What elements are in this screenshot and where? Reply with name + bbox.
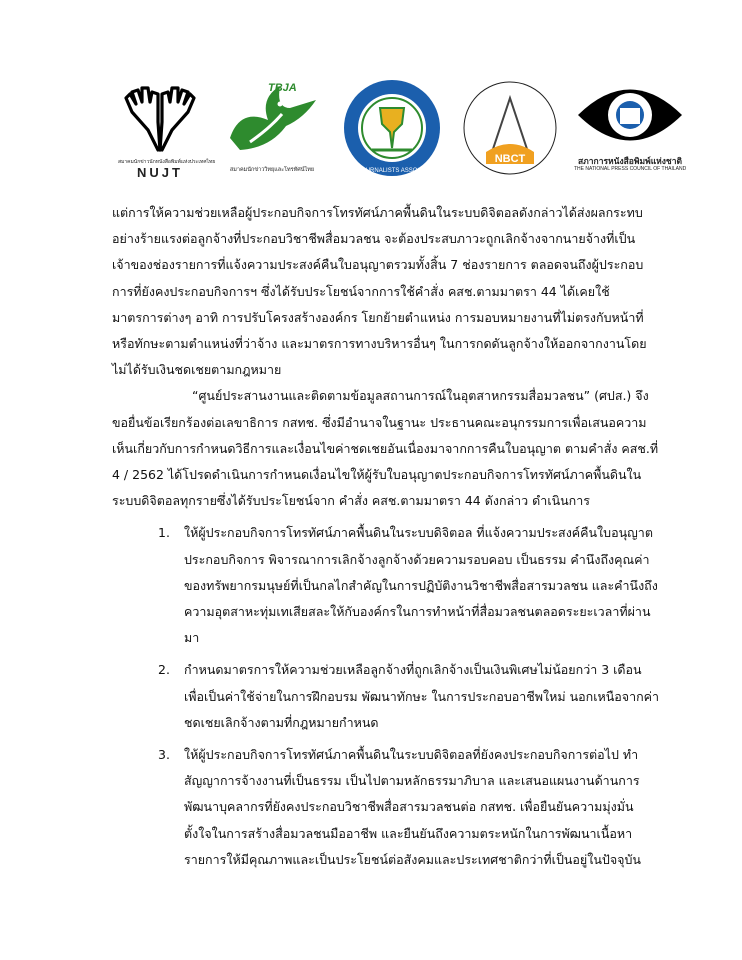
pen-seal-icon xyxy=(342,78,442,178)
letter-body xyxy=(112,200,660,879)
tbja-caption: สมาคมนักข่าววิทยุและโทรทัศน์ไทย xyxy=(229,167,315,173)
nujt-logo xyxy=(118,78,216,186)
paragraph-impact: แต่การให้ความช่วยเหลือผู้ประกอบกิจการโทรทัศน์ภาคพื้นดินในระบบดิจิตอลดังกล่าวได้ส่งผลกระทบอย่างร้ายแรงต่อลูกจ้างที่ประกอบวิชาชีพสื่อมวลชน จะต้องประสบภาวะถูกเลิกจ้างจากนายจ้างที่เป็นเจ้าของช่องรายการที่แจ้งความประสงค์คืนใบอนุญาตรวมทั้งสิ้น 7 ช่องรายการ ตลอดจนถึงผู้ประกอบการที่ยังคงประกอบกิจการฯ ซึ่งได้รับประโยชน์จากการใช้คำสั่ง คสช.ตามมาตรา 44 ได้เคยใช้มาตรการต่างๆ อาทิ การปรับโครงสร้างองค์กร โยกย้ายตำแหน่ง การมอบหมายงานที่ไม่ตรงกับหน้าที่หรือทักษะตามตำแหน่งที่ว่าจ้าง และมาตรการทางบริหารอื่นๆ ในการกดดันลูกจ้างให้ออกจากงานโดยไม่ได้รับเงินชดเชยตามกฎหมาย xyxy=(112,205,647,378)
list-item-text: กำหนดมาตรการให้ความช่วยเหลือลูกจ้างที่ถูกเลิกจ้างเป็นเงินพิเศษไม่น้อยกว่า 3 เดือน เพื่อเป็นค่าใช้จ่ายในการฝึกอบรม พัฒนาทักษะ ในการประกอบอาชีพใหม่ นอกเหนือจากค่าชดเชยเลิกจ้างตามที่กฎหมายกำหนด xyxy=(184,662,660,730)
logo-header xyxy=(0,0,742,190)
nbct-logo xyxy=(462,78,558,186)
tbja-logo xyxy=(220,78,324,186)
list-item-number: 3. xyxy=(158,747,170,763)
nujt-abbr: NUJT xyxy=(137,165,183,180)
list-item xyxy=(112,657,660,736)
tja-logo xyxy=(342,78,442,186)
eye-icon xyxy=(574,78,686,152)
list-item xyxy=(112,742,660,873)
npct-caption-th: สภาการหนังสือพิมพ์แห่งชาติ xyxy=(577,156,682,166)
list-item-number: 1. xyxy=(158,525,170,541)
nujt-caption: สมาคมนักข่าวนักหนังสือพิมพ์แห่งประเทศไทย xyxy=(118,159,216,165)
tbja-abbr: TBJA xyxy=(268,82,297,94)
list-item-text: ให้ผู้ประกอบกิจการโทรทัศน์ภาคพื้นดินในระบบดิจิตอล ที่แจ้งความประสงค์คืนใบอนุญาตประกอบกิจการ พิจารณาการเลิกจ้างลูกจ้างด้วยความรอบคอบ เป็นธรรม คำนึงถึงคุณค่าของทรัพยากรมนุษย์ที่เป็นกลไกสำคัญในการปฏิบัติงานวิชาชีพสื่อสารมวลชน และคำนึงถึงความอุตสาหะทุ่มเทเสียสละให้กับองค์กรในการทำหน้าที่สื่อมวลชนตลอดระยะเวลาที่ผ่านมา xyxy=(184,525,658,646)
list-item-number: 2. xyxy=(158,662,170,678)
npct-caption-en: THE NATIONAL PRESS COUNCIL OF THAILAND xyxy=(574,166,687,172)
demand-list xyxy=(112,520,660,873)
npct-logo xyxy=(574,78,686,186)
praying-hands-icon xyxy=(118,78,202,158)
paragraph-demand: “ศูนย์ประสานงานและติดตามข้อมูลสถานการณ์ในอุตสาหกรรมสื่อมวลชน” (ศปส.) จึงขอยื่นข้อเรียกร้องต่อเลขาธิการ กสทช. ซึ่งมีอำนาจในฐานะ ประธานคณะอนุกรรมการเพื่อเสนอความเห็นเกี่ยวกับการกำหนดวิธีการและเงื่อนไขค่าชดเชยอันเนื่องมาจากการคืนใบอนุญาต ตามคำสั่ง คสช.ที่ 4 / 2562 ได้โปรดดำเนินการกำหนดเงื่อนไขให้ผู้รับใบอนุญาตประกอบกิจการโทรทัศน์ภาคพื้นดินในระบบดิจิตอลทุกรายซึ่งได้รับประโยชน์จาก คำสั่ง คสช.ตามมาตรา 44 ดังกล่าว ดำเนินการ xyxy=(112,388,659,509)
tja-caption: THAI JOURNALISTS ASSOCIATION xyxy=(342,168,442,174)
list-item xyxy=(112,520,660,651)
broadcast-icon xyxy=(462,78,558,178)
nbct-abbr: NBCT xyxy=(494,153,526,165)
list-item-text: ให้ผู้ประกอบกิจการโทรทัศน์ภาคพื้นดินในระบบดิจิตอลที่ยังคงประกอบกิจการต่อไป ทำสัญญาการจ้างงานที่เป็นธรรม เป็นไปตามหลักธรรมาภิบาล และเสนอแผนงานด้านการพัฒนาบุคลากรที่ยังคงประกอบวิชาชีพสื่อสารมวลชนต่อ กสทช. เพื่อยืนยันความมุ่งมั่นตั้งใจในการสร้างสื่อมวลชนมืออาชีพ และยืนยันถึงความตระหนักในการพัฒนาเนื้อหารายการให้มีคุณภาพและเป็นประโยชน์ต่อสังคมและประเทศชาติกว่าที่เป็นอยู่ในปัจจุบัน xyxy=(184,747,641,867)
